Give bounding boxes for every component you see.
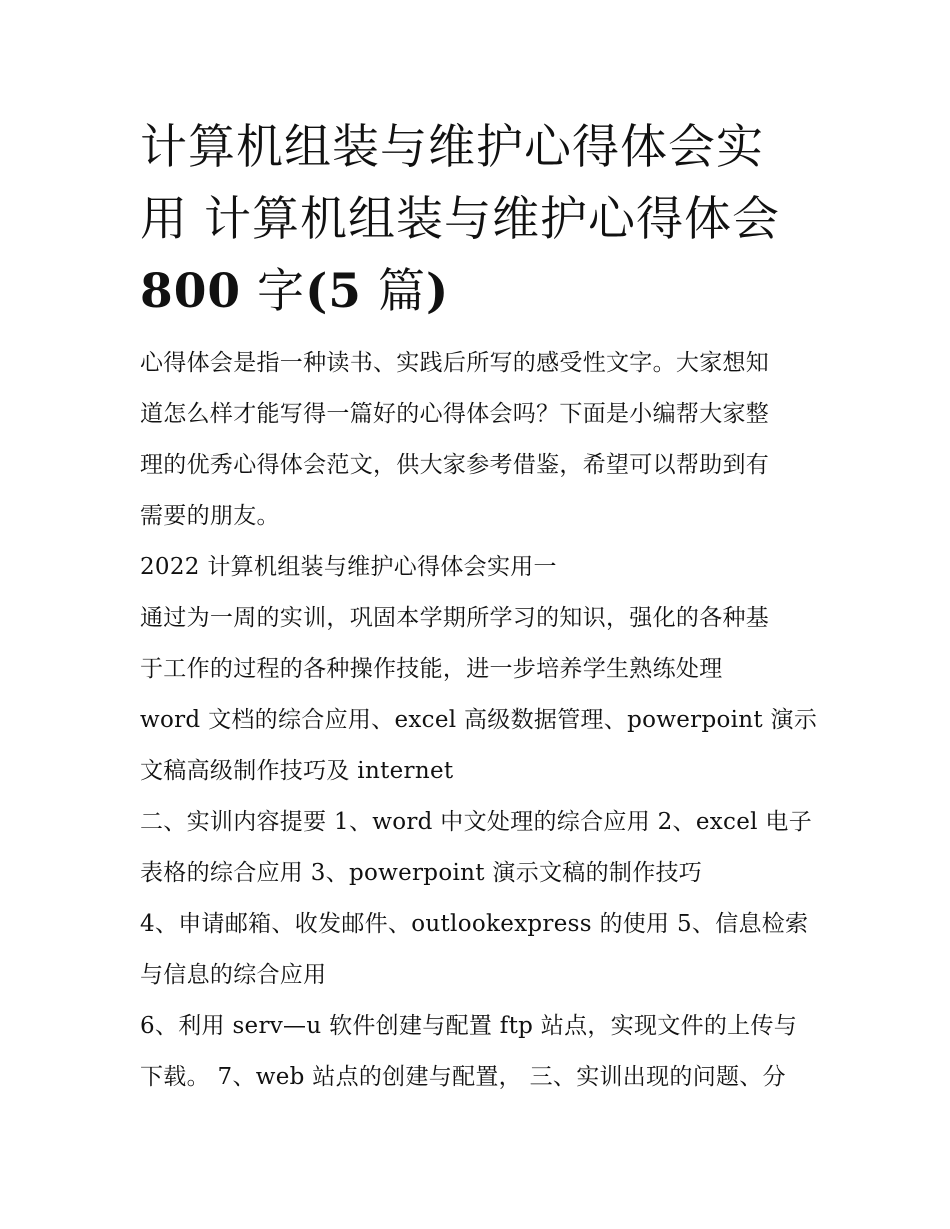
title-line: 用 计算机组装与维护心得体会: [140, 192, 780, 247]
paragraph-line: 与信息的综合应用: [140, 962, 327, 988]
paragraph-line: 道怎么样才能写得一篇好的心得体会吗？下面是小编帮大家整: [140, 401, 770, 427]
paragraph-subtitle: [140, 542, 820, 593]
paragraph-line: 通过为一周的实训，巩固本学期所学习的知识，强化的各种基: [140, 605, 770, 631]
paragraph-line: 于工作的过程的各种操作技能，进一步培养学生熟练处理: [140, 656, 723, 682]
paragraph-line: 二、实训内容提要 1、word 中文处理的综合应用 2、excel 电子: [140, 809, 812, 835]
paragraph-line: 需要的朋友。: [140, 503, 280, 529]
title-line: 计算机组装与维护心得体会实: [140, 120, 764, 175]
document-title: [140, 112, 820, 328]
title-count-open: (5: [305, 264, 363, 319]
title-text: 篇: [362, 264, 426, 319]
paragraph-intro: [140, 338, 820, 542]
paragraph-line: 理的优秀心得体会范文，供大家参考借鉴，希望可以帮助到有: [140, 452, 770, 478]
paragraph-line: 2022 计算机组装与维护心得体会实用一: [140, 554, 557, 580]
paragraph-training-goal: [140, 593, 820, 797]
paragraph-training-content: [140, 797, 820, 899]
paragraph-line: 下载。 7、web 站点的创建与配置， 三、实训出现的问题、分: [140, 1064, 786, 1090]
paragraph-email: [140, 899, 820, 1001]
paragraph-line: 文稿高级制作技巧及 internet: [140, 758, 454, 784]
paragraph-ftp: [140, 1001, 820, 1103]
title-text: 字: [241, 264, 306, 319]
paragraph-line: 4、申请邮箱、收发邮件、outlookexpress 的使用 5、信息检索: [140, 911, 809, 937]
paragraph-line: 表格的综合应用 3、powerpoint 演示文稿的制作技巧: [140, 860, 703, 886]
title-line-last: [140, 256, 820, 328]
title-number: 800: [140, 264, 242, 319]
paragraph-line: word 文档的综合应用、excel 高级数据管理、powerpoint 演示: [140, 707, 818, 733]
paragraph-line: 6、利用 serv—u 软件创建与配置 ftp 站点，实现文件的上传与: [140, 1013, 798, 1039]
paragraph-line: 心得体会是指一种读书、实践后所写的感受性文字。大家想知: [140, 350, 770, 376]
document-content: [140, 112, 820, 1103]
title-count-close: ): [425, 264, 450, 319]
